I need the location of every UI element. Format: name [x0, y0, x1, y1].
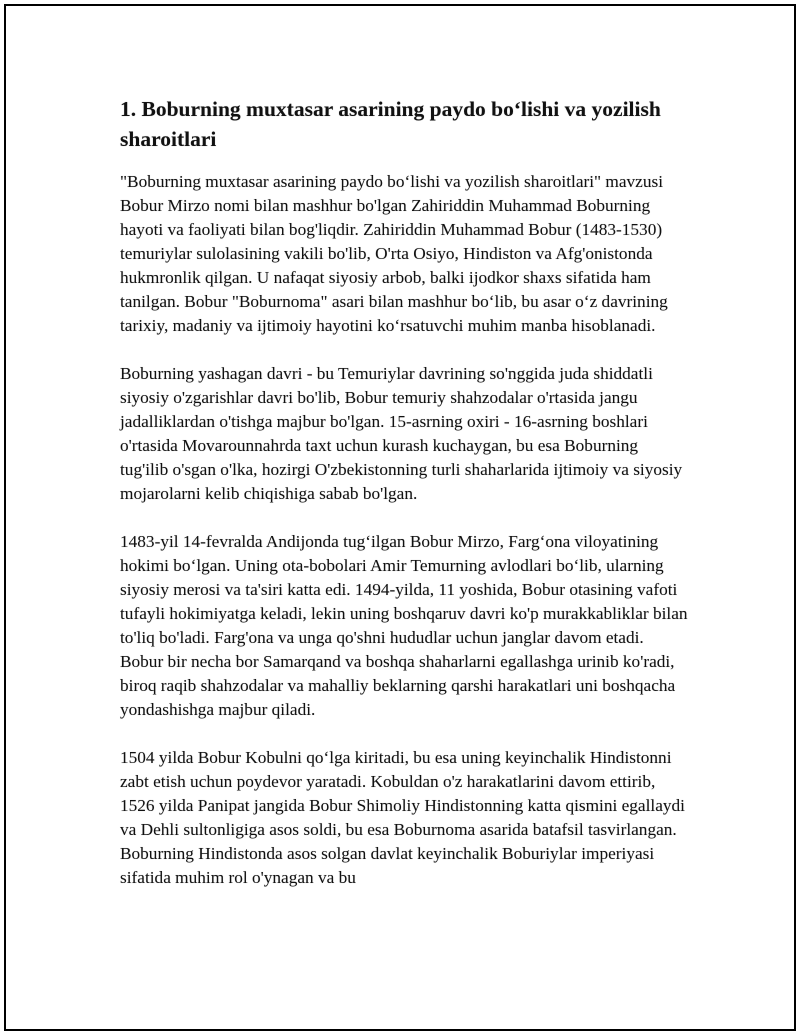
paragraph-2: Boburning yashagan davri - bu Temuriylar davrining so'nggida juda shiddatli siyosiy o'zgarishlar davri bo'lib, Bobur temuriy shahzodalar o'rtasida jangu jadalliklardan o'tishga majbur bo'lgan. 15-asrning oxiri - 16-asrning boshlari o'rtasida Movarounnahrda taxt uchun kurash kuchaygan, bu esa Boburning tug'ilib o'sgan o'lka, hozirgi O'zbekistonning turli shaharlarida ijtimoiy va siyosiy mojarolarni kelib chiqishiga sabab bo'lgan. — [120, 364, 683, 503]
paragraph-1: "Boburning muxtasar asarining paydo bo‘lishi va yozilish sharoitlari" mavzusi Bobur Mirzo nomi bilan mashhur bo'lgan Zahiriddin Muhammad Boburning hayoti va faoliyati bilan bog'liqdir. Zahiriddin Muhammad Bobur (1483-1530) temuriylar sulolasining vakili bo'lib, O'rta Osiyo, Hindiston va Afg'onistonda hukmronlik qilgan. U nafaqat siyosiy arbob, balki ijodkor shaxs sifatida ham tanilgan. Bobur "Boburnoma" asari bilan mashhur bo‘lib, bu asar o‘z davrining tarixiy, madaniy va ijtimoiy hayotini ko‘rsatuvchi muhim manba hisoblanadi. — [120, 172, 668, 335]
document-body — [120, 94, 690, 890]
section-title: 1. Boburning muxtasar asarining paydo bo‘lishi va yozilish sharoitlari — [120, 97, 661, 151]
paragraph-4: 1504 yilda Bobur Kobulni qo‘lga kiritadi, bu esa uning keyinchalik Hindistonni zabt etish uchun poydevor yaratadi. Kobuldan o'z harakatlarini davom ettirib, 1526 yilda Panipat jangida Bobur Shimoliy Hindistonning katta qismini egallaydi va Dehli sultonligiga asos soldi, bu esa Boburnoma asarida batafsil tasvirlangan. Boburning Hindistonda asos solgan davlat keyinchalik Boburiylar imperiyasi sifatida muhim rol o'ynagan va bu — [120, 748, 685, 887]
paragraph-3: 1483-yil 14-fevralda Andijonda tug‘ilgan Bobur Mirzo, Farg‘ona viloyatining hokimi bo‘lgan. Uning ota-bobolari Amir Temurning avlodlari bo‘lib, ularning siyosiy merosi va ta'siri katta edi. 1494-yilda, 11 yoshida, Bobur otasining vafoti tufayli hokimiyatga keladi, lekin uning boshqaruv davri ko'p murakkabliklar bilan to'liq bo'ladi. Farg'ona va unga qo'shni hududlar uchun janglar davom etadi. Bobur bir necha bor Samarqand va boshqa shaharlarni egallashga urinib ko'radi, biroq raqib shahzodalar va mahalliy beklarning qarshi harakatlari uni boshqacha yondashishga majbur qiladi. — [120, 532, 688, 719]
page-frame — [4, 4, 796, 1031]
